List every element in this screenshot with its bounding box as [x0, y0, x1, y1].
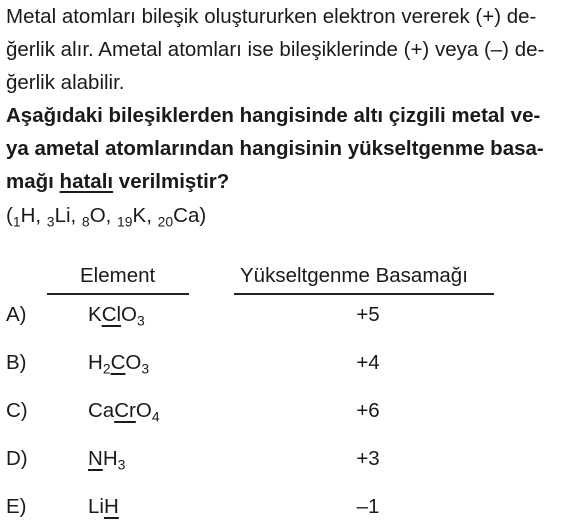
option-row-e[interactable]: [0, 492, 570, 522]
underlined-atom: Cr: [114, 399, 136, 422]
option-label: C): [6, 399, 28, 422]
oxidation-state-value: +5: [356, 303, 380, 326]
underlined-atom: N: [88, 447, 103, 470]
header-rule-oxidation-state: [234, 293, 494, 295]
compound-formula: KClO$_3$: [88, 303, 145, 329]
option-row-c[interactable]: [0, 396, 570, 426]
option-label: E): [6, 495, 27, 518]
oxidation-state-value: –1: [356, 495, 380, 518]
column-header-oxidation-state: Yükseltgenme Basamağı: [240, 264, 468, 287]
oxidation-state-value: +3: [356, 447, 380, 470]
oxidation-state-value: +4: [356, 351, 380, 374]
option-label: A): [6, 303, 27, 326]
intro-line-2: ğerlik alır. Ametal atomları ise bileşiklerinde (+) veya (–) de-: [6, 38, 545, 61]
compound-formula: CaCrO$_4$: [88, 399, 160, 425]
atomic-numbers: ($_1H$, $_3$Li, $_8$O, $_{19}$K, $_{20}$Ca): [6, 204, 207, 230]
question-line-1: Aşağıdaki bileşiklerden hangisinde altı çizgili metal ve-: [6, 104, 541, 127]
option-label: D): [6, 447, 28, 470]
question-line-3: [6, 169, 229, 195]
intro-line-3: ğerlik alabilir.: [6, 71, 125, 94]
question-line-2: ya ametal atomlarından hangisinin yükseltgenme basa-: [6, 137, 544, 160]
column-header-element: Element: [80, 264, 156, 287]
intro-line-1: Metal atomları bileşik oluştururken elektron vererek (+) de-: [6, 5, 537, 28]
question-underlined-word: hatalı: [59, 170, 114, 193]
option-row-d[interactable]: [0, 444, 570, 474]
question-line-3-start: mağı: [6, 170, 60, 193]
option-row-a[interactable]: [0, 300, 570, 330]
oxidation-state-value: +6: [356, 399, 380, 422]
compound-formula: $NH_3$: [88, 447, 126, 473]
option-label: B): [6, 351, 27, 374]
option-row-b[interactable]: [0, 348, 570, 378]
compound-formula: LiH: [88, 495, 119, 518]
underlined-atom: Cl: [101, 303, 122, 326]
underlined-atom: H: [103, 495, 119, 518]
question-line-3-end: verilmiştir?: [113, 170, 230, 193]
compound-formula: $H_2CO_3$: [88, 351, 150, 377]
underlined-atom: C: [110, 351, 126, 374]
header-rule-element: [47, 293, 189, 295]
